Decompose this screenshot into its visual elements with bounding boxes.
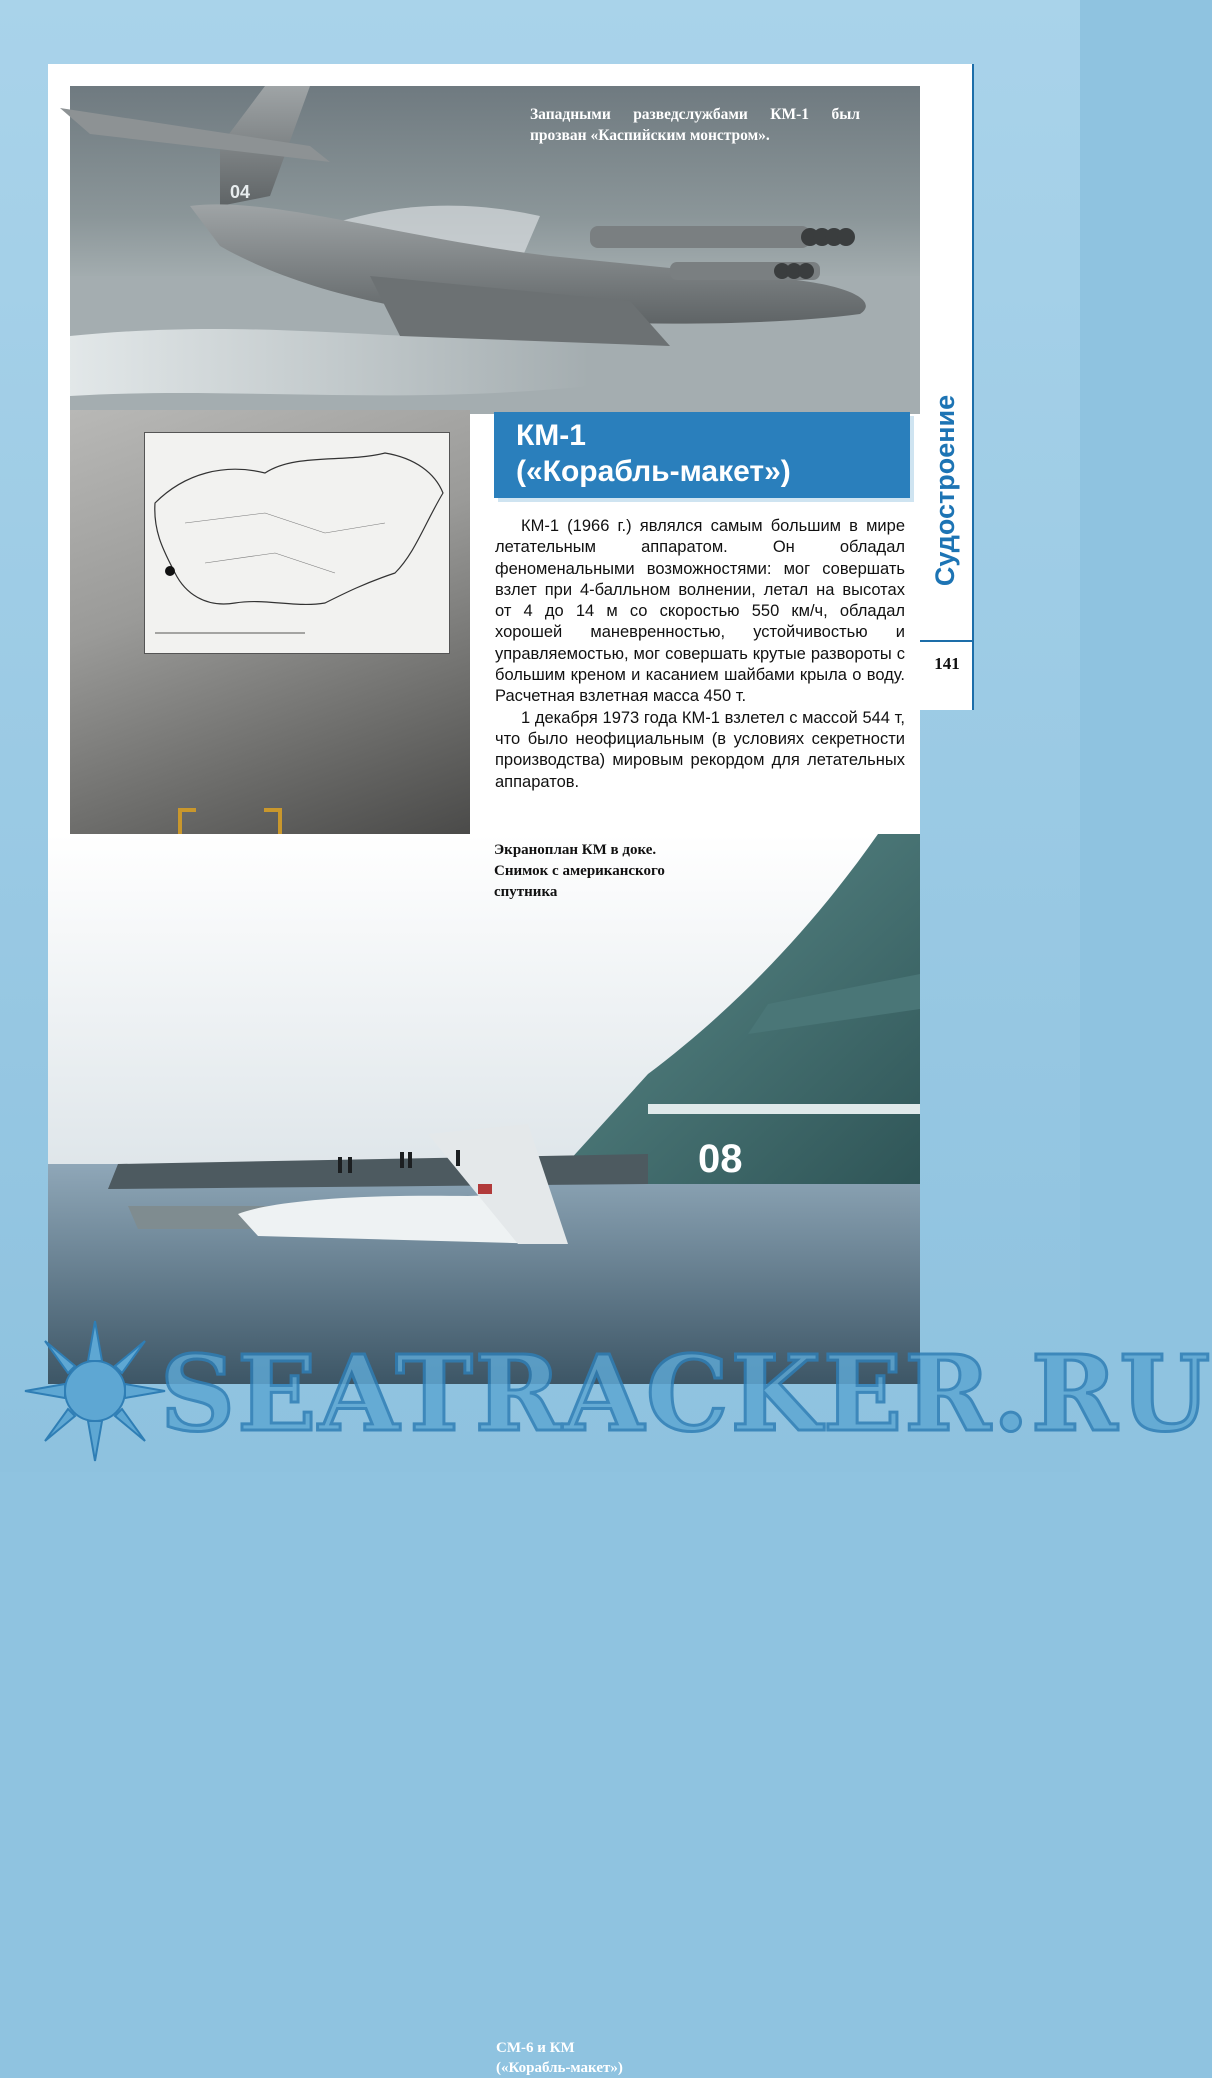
satellite-caption-line1: Экраноплан КМ в доке.: [494, 842, 657, 858]
section-label-text: Судостроение: [930, 394, 961, 586]
sun-logo-icon: [20, 1316, 170, 1466]
article-paragraph-2: 1 декабря 1973 года КМ-1 взлетел с массой 544 т, что было неофициальным (в условиях секретности производства) мировым рекордом для летательных аппаратов.: [495, 708, 905, 791]
article-body: [495, 516, 905, 793]
location-marker: [165, 566, 175, 576]
sm6-km-illustration: [48, 834, 920, 1384]
bottom-caption-line1: СМ-6 и КМ: [496, 2040, 575, 2056]
section-label: [914, 370, 978, 610]
article-title-line1: КМ-1: [516, 419, 586, 452]
bottom-photo-caption: [496, 2038, 736, 2078]
top-tail-number: 04: [230, 182, 251, 202]
bottom-tail-number: 08: [698, 1137, 743, 1181]
bottom-caption-line2: («Корабль-макет»): [496, 2060, 623, 2076]
ussr-map-inset: [144, 432, 450, 654]
satellite-caption-line3: спутника: [494, 884, 558, 900]
watermark-text: SEATRACKER.RU: [160, 1332, 1212, 1455]
satellite-caption-line2: Снимок с американского: [494, 863, 665, 879]
satellite-caption: [494, 840, 754, 903]
map-outline: [145, 433, 449, 653]
article-title-line2: («Корабль-макет»): [516, 455, 791, 488]
article-title-box: [494, 412, 910, 498]
top-photo-ekranoplan: [70, 86, 948, 414]
page-number: 141: [920, 640, 974, 686]
top-photo-caption: Западными разведслужбами КМ-1 был прозван «Каспийским монстром».: [530, 106, 860, 144]
article-paragraph-1: КМ-1 (1966 г.) являлся самым большим в мире летательным аппаратом. Он обладал феноменальными возможностями: мог совершать взлет при 4-балльном волнении, летал на высотах от 4 до 14 м со скоростью 550 км/ч, обладал хорошей маневренностью, устойчивостью и управляемостью, мог совершать крутые развороты с большим креном и касанием шайбами крыла о воду. Расчетная взлетная масса 450 т.: [495, 517, 905, 706]
